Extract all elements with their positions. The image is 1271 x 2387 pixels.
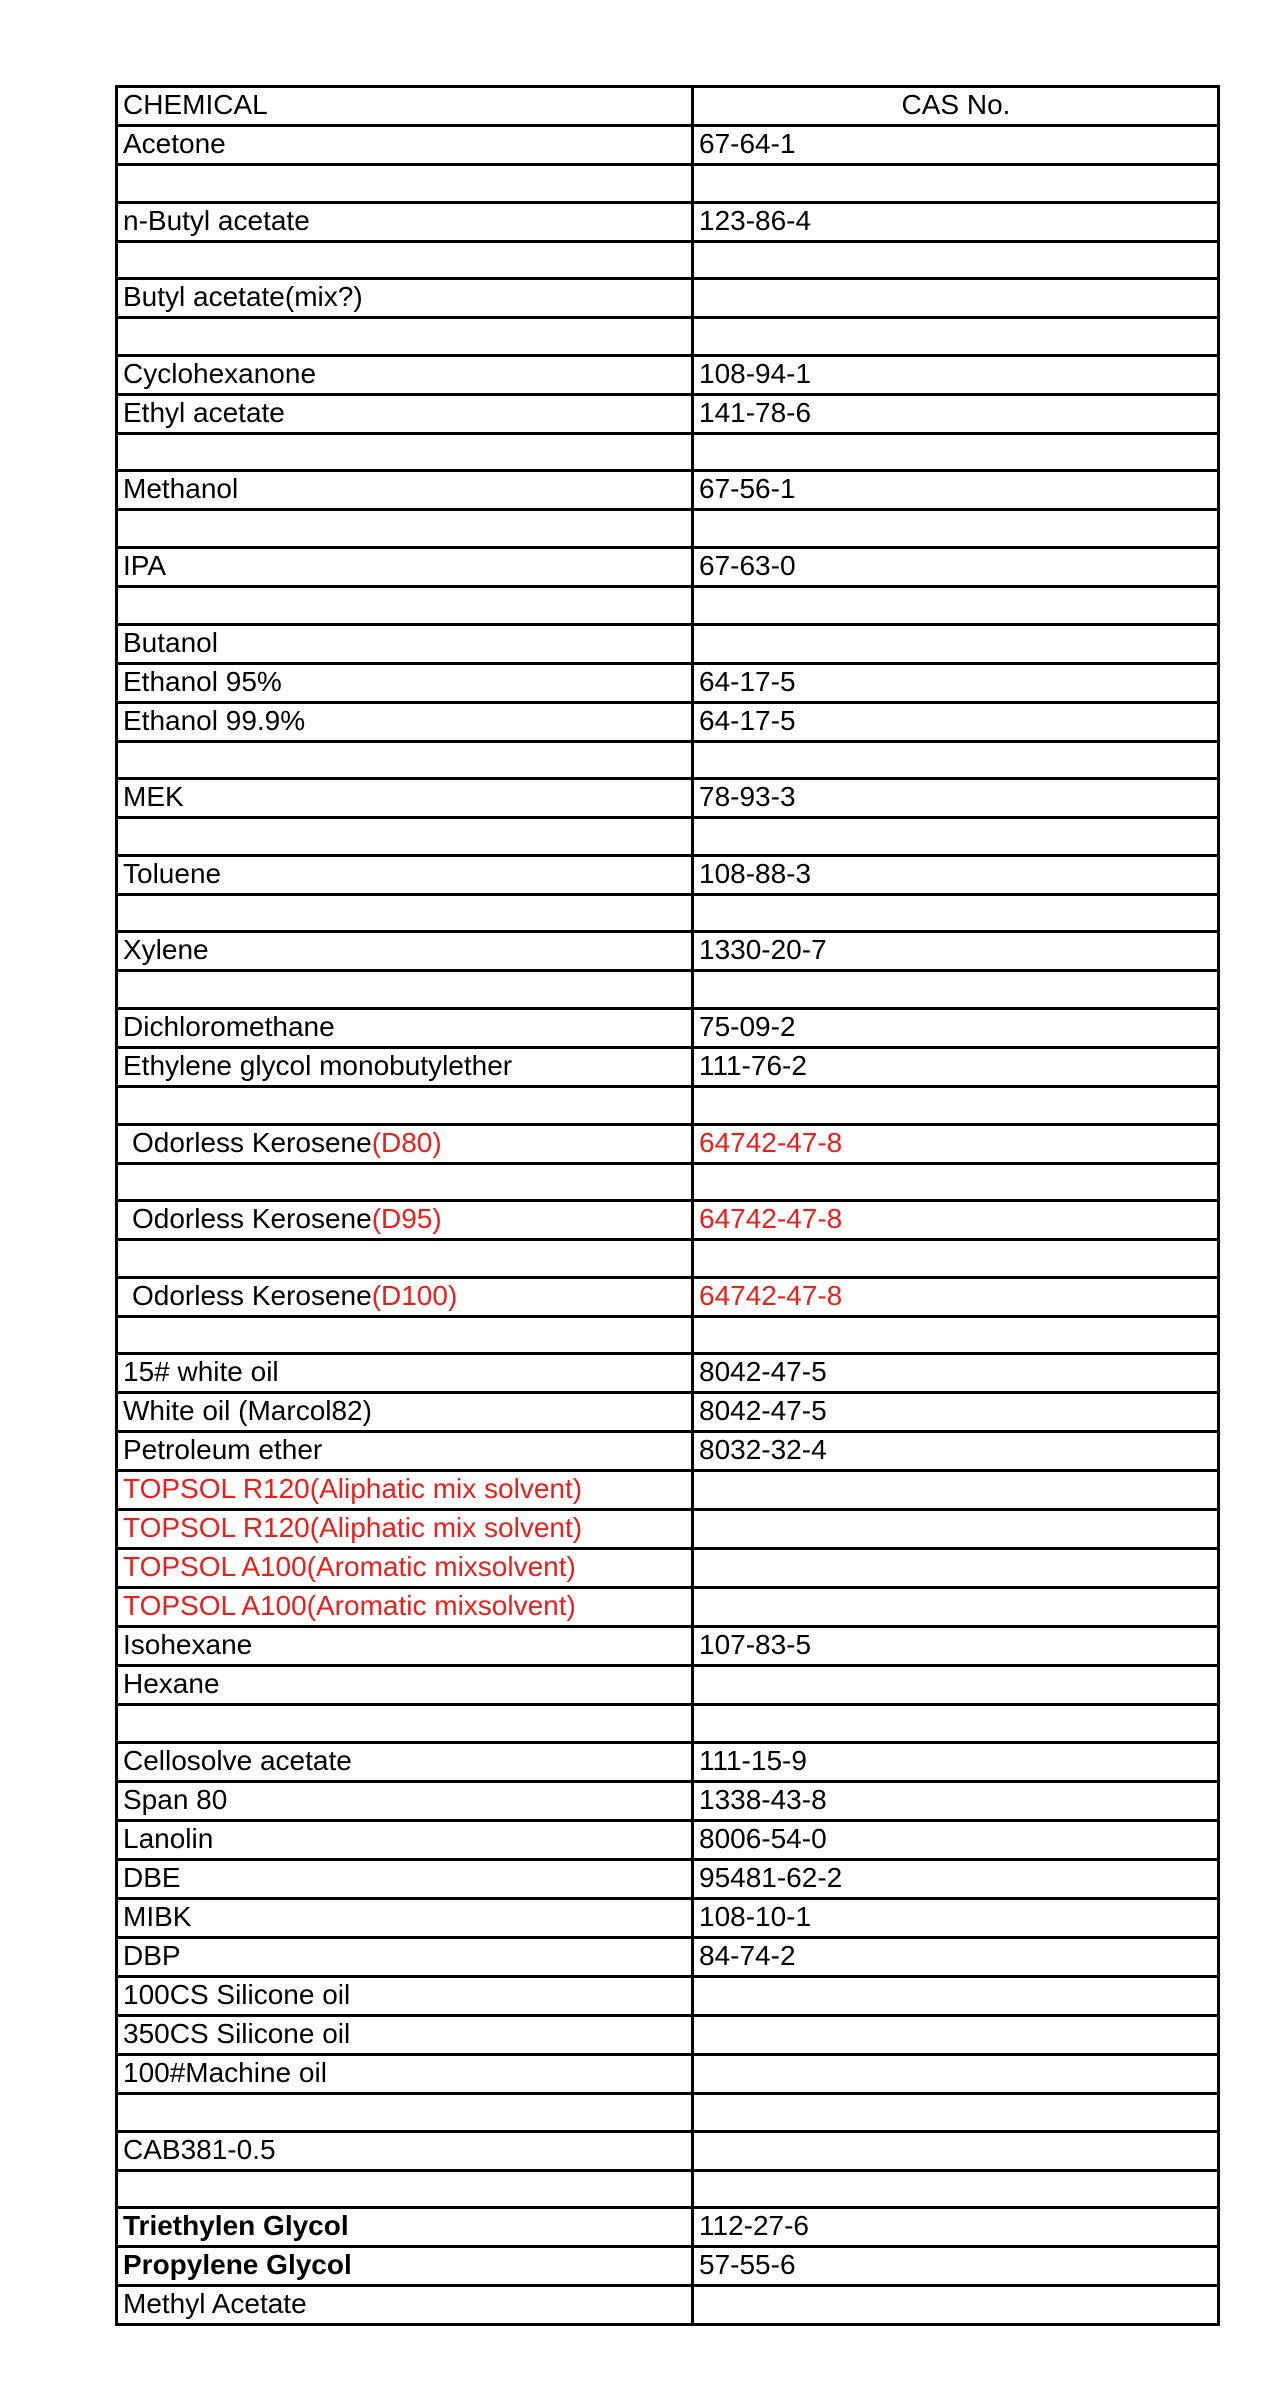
chemical-cell[interactable]: Cyclohexanone <box>117 355 693 394</box>
table-row <box>117 1316 1219 1354</box>
chemical-cell[interactable] <box>117 1086 693 1124</box>
chemical-cell[interactable] <box>117 971 693 1009</box>
table-row <box>117 1898 1219 1937</box>
chemical-cell[interactable]: n-Butyl acetate <box>117 202 693 241</box>
cas-cell[interactable] <box>693 2015 1219 2054</box>
cas-cell[interactable] <box>693 2286 1219 2325</box>
cas-cell[interactable]: 64742-47-8 <box>693 1201 1219 1240</box>
table-row <box>117 2015 1219 2054</box>
table-row <box>117 2131 1219 2170</box>
chemical-table <box>115 85 1220 2326</box>
header-cas[interactable]: CAS No. <box>693 87 1219 126</box>
chemical-cell[interactable]: TOPSOL A100(Aromatic mixsolvent) <box>117 1549 693 1588</box>
chemical-cell[interactable]: Toluene <box>117 855 693 894</box>
chemical-cell[interactable]: Xylene <box>117 932 693 971</box>
cas-cell[interactable]: 57-55-6 <box>693 2247 1219 2286</box>
chemical-cell[interactable]: 350CS Silicone oil <box>117 2015 693 2054</box>
table-row <box>117 1354 1219 1393</box>
chemical-cell[interactable]: Ethanol 95% <box>117 663 693 702</box>
chemical-cell[interactable] <box>117 818 693 856</box>
cas-cell[interactable]: 123-86-4 <box>693 202 1219 241</box>
table-row <box>117 2208 1219 2247</box>
chemical-name: Odorless Kerosene <box>132 1279 372 1311</box>
table-row <box>117 1781 1219 1820</box>
table-row <box>117 2054 1219 2093</box>
cas-cell[interactable] <box>693 1588 1219 1627</box>
cas-cell[interactable]: 64742-47-8 <box>693 1124 1219 1163</box>
chemical-cell[interactable]: White oil (Marcol82) <box>117 1393 693 1432</box>
chemical-cell[interactable]: MIBK <box>117 1898 693 1937</box>
cas-cell[interactable] <box>693 1240 1219 1278</box>
cas-cell[interactable]: 8032-32-4 <box>693 1432 1219 1471</box>
table-row <box>117 586 1219 624</box>
chemical-cell[interactable]: Ethanol 99.9% <box>117 702 693 741</box>
cas-cell[interactable] <box>693 1510 1219 1549</box>
table-row <box>117 1086 1219 1124</box>
table-row <box>117 279 1219 318</box>
table-row <box>117 1937 1219 1976</box>
cas-cell[interactable]: 95481-62-2 <box>693 1859 1219 1898</box>
chemical-cell[interactable]: Acetone <box>117 126 693 165</box>
cas-cell[interactable] <box>693 818 1219 856</box>
table-row <box>117 471 1219 510</box>
cas-cell[interactable]: 67-56-1 <box>693 471 1219 510</box>
grade-suffix: (D100) <box>371 1279 458 1311</box>
chemical-cell[interactable]: MEK <box>117 779 693 818</box>
cas-cell[interactable] <box>693 894 1219 932</box>
chemical-cell[interactable] <box>117 318 693 356</box>
cas-cell[interactable] <box>693 1471 1219 1510</box>
chemical-cell[interactable]: TOPSOL A100(Aromatic mixsolvent) <box>117 1588 693 1627</box>
table-row <box>117 394 1219 433</box>
table-row <box>117 702 1219 741</box>
chemical-name: Odorless Kerosene <box>132 1126 372 1158</box>
chemical-cell[interactable] <box>117 433 693 471</box>
cas-cell[interactable] <box>693 510 1219 548</box>
cas-cell[interactable]: 1338-43-8 <box>693 1781 1219 1820</box>
table-row <box>117 971 1219 1009</box>
chemical-sheet <box>115 85 1217 2326</box>
chemical-cell[interactable]: Hexane <box>117 1666 693 1705</box>
table-body <box>117 126 1219 2325</box>
table-row <box>117 2093 1219 2131</box>
chemical-cell[interactable]: IPA <box>117 547 693 586</box>
chemical-cell[interactable] <box>117 241 693 279</box>
table-row <box>117 663 1219 702</box>
cas-cell[interactable]: 8042-47-5 <box>693 1354 1219 1393</box>
table-row <box>117 1124 1219 1163</box>
cas-cell[interactable] <box>693 1549 1219 1588</box>
table-row <box>117 355 1219 394</box>
table-row <box>117 433 1219 471</box>
table-row <box>117 1008 1219 1047</box>
table-row <box>117 126 1219 165</box>
chemical-cell[interactable]: TOPSOL R120(Aliphatic mix solvent) <box>117 1471 693 1510</box>
table-row <box>117 1240 1219 1278</box>
table-row <box>117 510 1219 548</box>
table-row <box>117 1705 1219 1743</box>
cas-cell[interactable]: 1330-20-7 <box>693 932 1219 971</box>
table-row <box>117 1666 1219 1705</box>
table-row <box>117 547 1219 586</box>
chemical-cell[interactable]: Ethylene glycol monobutylether <box>117 1047 693 1086</box>
cas-cell[interactable] <box>693 241 1219 279</box>
table-row <box>117 779 1219 818</box>
chemical-cell[interactable] <box>117 1240 693 1278</box>
cas-cell[interactable]: 108-88-3 <box>693 855 1219 894</box>
cas-cell[interactable] <box>693 165 1219 203</box>
chemical-cell[interactable] <box>117 1705 693 1743</box>
chemical-cell[interactable]: Isohexane <box>117 1627 693 1666</box>
cas-cell[interactable]: 64-17-5 <box>693 663 1219 702</box>
cas-cell[interactable]: 112-27-6 <box>693 2208 1219 2247</box>
table-row <box>117 2170 1219 2208</box>
table-row <box>117 932 1219 971</box>
chemical-cell[interactable]: CAB381-0.5 <box>117 2131 693 2170</box>
chemical-cell[interactable]: Triethylen Glycol <box>117 2208 693 2247</box>
chemical-cell[interactable]: Span 80 <box>117 1781 693 1820</box>
chemical-cell[interactable]: Dichloromethane <box>117 1008 693 1047</box>
chemical-cell[interactable]: 100CS Silicone oil <box>117 1976 693 2015</box>
chemical-cell[interactable]: DBP <box>117 1937 693 1976</box>
chemical-cell[interactable]: Butanol <box>117 624 693 663</box>
cas-cell[interactable]: 67-64-1 <box>693 126 1219 165</box>
chemical-cell[interactable] <box>117 2170 693 2208</box>
cas-cell[interactable] <box>693 2093 1219 2131</box>
table-row <box>117 1742 1219 1781</box>
table-row <box>117 1047 1219 1086</box>
cas-cell[interactable] <box>693 2131 1219 2170</box>
table-row <box>117 2286 1219 2325</box>
chemical-cell[interactable]: Lanolin <box>117 1820 693 1859</box>
cas-cell[interactable] <box>693 2054 1219 2093</box>
chemical-cell[interactable]: Cellosolve acetate <box>117 1742 693 1781</box>
cas-cell[interactable]: 64-17-5 <box>693 702 1219 741</box>
cas-cell[interactable]: 78-93-3 <box>693 779 1219 818</box>
table-header-row <box>117 87 1219 126</box>
cas-cell[interactable]: 67-63-0 <box>693 547 1219 586</box>
cas-cell[interactable]: 111-76-2 <box>693 1047 1219 1086</box>
chemical-cell[interactable] <box>117 1201 693 1240</box>
cas-cell[interactable] <box>693 624 1219 663</box>
table-row <box>117 1510 1219 1549</box>
cas-cell[interactable] <box>693 279 1219 318</box>
chemical-cell[interactable]: TOPSOL R120(Aliphatic mix solvent) <box>117 1510 693 1549</box>
table-row <box>117 1627 1219 1666</box>
cas-cell[interactable] <box>693 586 1219 624</box>
table-row <box>117 1859 1219 1898</box>
table-row <box>117 1588 1219 1627</box>
chemical-cell[interactable] <box>117 165 693 203</box>
table-row <box>117 1549 1219 1588</box>
cas-cell[interactable] <box>693 2170 1219 2208</box>
chemical-cell[interactable]: Ethyl acetate <box>117 394 693 433</box>
table-row <box>117 1432 1219 1471</box>
cas-cell[interactable] <box>693 1163 1219 1201</box>
table-row <box>117 741 1219 779</box>
cas-cell[interactable]: 108-94-1 <box>693 355 1219 394</box>
table-row <box>117 624 1219 663</box>
header-chemical[interactable]: CHEMICAL <box>117 87 693 126</box>
cas-cell[interactable] <box>693 433 1219 471</box>
table-row <box>117 1393 1219 1432</box>
cas-cell[interactable]: 107-83-5 <box>693 1627 1219 1666</box>
chemical-cell[interactable] <box>117 1163 693 1201</box>
chemical-name: Odorless Kerosene <box>132 1203 372 1235</box>
table-row <box>117 1471 1219 1510</box>
chemical-cell[interactable] <box>117 741 693 779</box>
chemical-cell[interactable]: Butyl acetate(mix?) <box>117 279 693 318</box>
table-row <box>117 1201 1219 1240</box>
cas-cell[interactable]: 8006-54-0 <box>693 1820 1219 1859</box>
grade-suffix: (D80) <box>371 1126 442 1158</box>
table-row <box>117 165 1219 203</box>
cas-cell[interactable]: 75-09-2 <box>693 1008 1219 1047</box>
cas-cell[interactable] <box>693 1976 1219 2015</box>
chemical-cell[interactable] <box>117 2093 693 2131</box>
table-row <box>117 818 1219 856</box>
table-row <box>117 318 1219 356</box>
chemical-cell[interactable]: Petroleum ether <box>117 1432 693 1471</box>
cas-cell[interactable] <box>693 318 1219 356</box>
chemical-cell[interactable] <box>117 1124 693 1163</box>
chemical-cell[interactable] <box>117 510 693 548</box>
table-row <box>117 1163 1219 1201</box>
cas-cell[interactable]: 108-10-1 <box>693 1898 1219 1937</box>
table-row <box>117 1976 1219 2015</box>
chemical-cell[interactable]: Propylene Glycol <box>117 2247 693 2286</box>
table-row <box>117 894 1219 932</box>
chemical-cell[interactable] <box>117 1277 693 1316</box>
table-row <box>117 241 1219 279</box>
cas-cell[interactable] <box>693 1316 1219 1354</box>
grade-suffix: (D95) <box>371 1203 442 1235</box>
table-row <box>117 1820 1219 1859</box>
table-row <box>117 202 1219 241</box>
cas-cell[interactable] <box>693 1666 1219 1705</box>
chemical-cell[interactable]: DBE <box>117 1859 693 1898</box>
chemical-cell[interactable] <box>117 1316 693 1354</box>
cas-cell[interactable]: 64742-47-8 <box>693 1277 1219 1316</box>
chemical-cell[interactable]: 100#Machine oil <box>117 2054 693 2093</box>
cas-cell[interactable]: 111-15-9 <box>693 1742 1219 1781</box>
cas-cell[interactable] <box>693 1705 1219 1743</box>
chemical-cell[interactable]: Methyl Acetate <box>117 2286 693 2325</box>
cas-cell[interactable] <box>693 1086 1219 1124</box>
cas-cell[interactable]: 141-78-6 <box>693 394 1219 433</box>
chemical-cell[interactable] <box>117 894 693 932</box>
cas-cell[interactable]: 8042-47-5 <box>693 1393 1219 1432</box>
chemical-cell[interactable] <box>117 586 693 624</box>
table-row <box>117 855 1219 894</box>
cas-cell[interactable]: 84-74-2 <box>693 1937 1219 1976</box>
cas-cell[interactable] <box>693 971 1219 1009</box>
table-row <box>117 1277 1219 1316</box>
table-row <box>117 2247 1219 2286</box>
cas-cell[interactable] <box>693 741 1219 779</box>
chemical-cell[interactable]: Methanol <box>117 471 693 510</box>
chemical-cell[interactable]: 15# white oil <box>117 1354 693 1393</box>
